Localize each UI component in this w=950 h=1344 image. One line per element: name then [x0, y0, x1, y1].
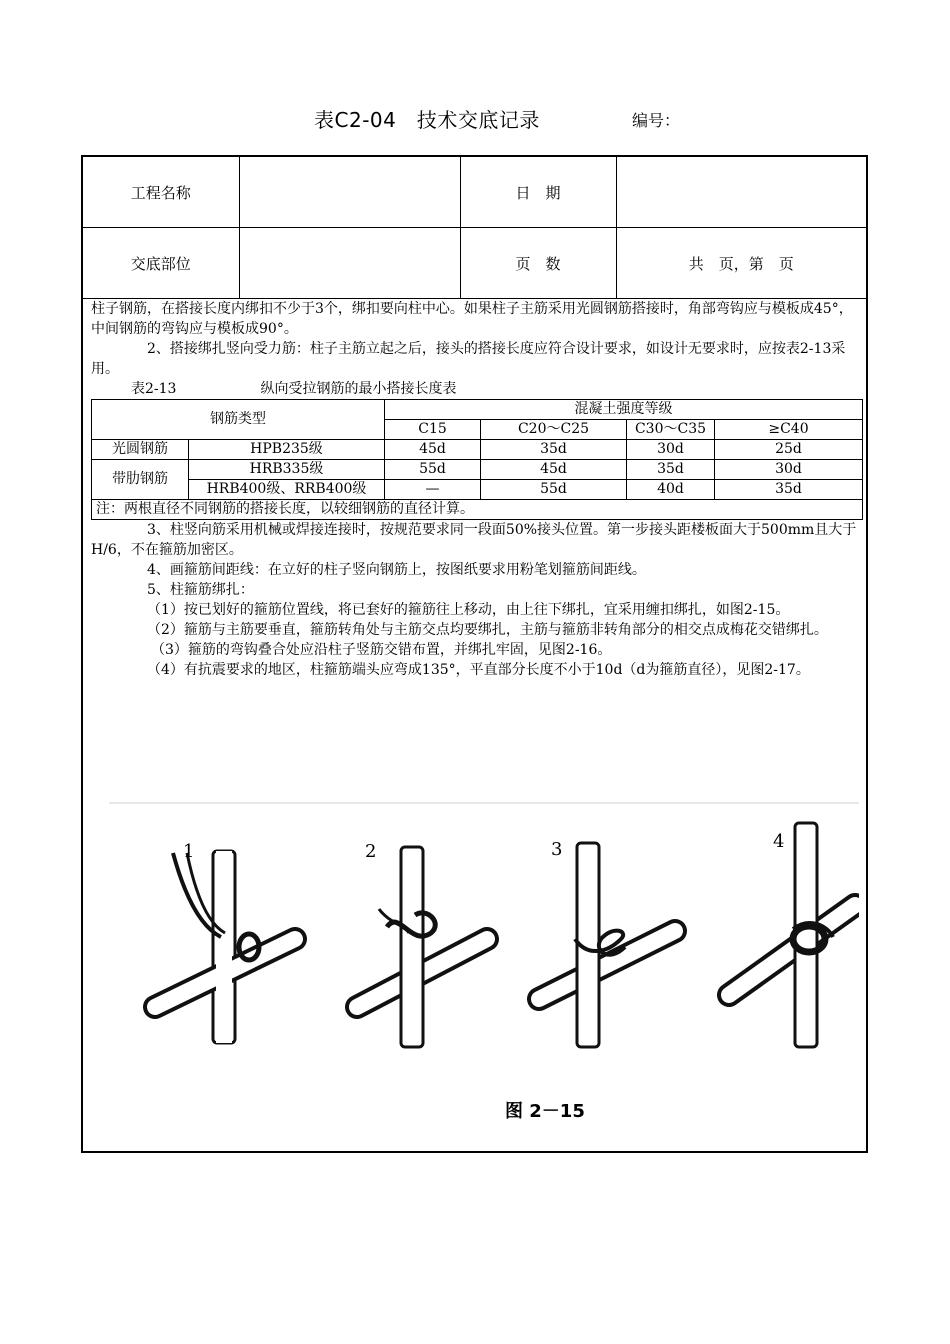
paragraph-4: 4、画箍筋间距线：在立好的柱子竖向钢筋上，按图纸要求用粉笔划箍筋间距线。 [147, 562, 646, 578]
paragraph-6: （1）按已划好的箍筋位置线，将已套好的箍筋往上移动，由上往下绑扎，宜采用缠扣绑扎，如图2-15。 [147, 602, 790, 618]
group-ribbed: 带肋钢筋 [92, 460, 189, 500]
step-2-label: 2 [365, 841, 377, 862]
row-type: HRB335级 [189, 460, 385, 480]
row-type: HRB400级、RRB400级 [189, 480, 385, 500]
cell-value: 30d [627, 440, 715, 460]
paragraph-5: 5、柱箍筋绑扎： [147, 582, 254, 598]
grade-c20-c25: C20～C25 [481, 420, 627, 440]
date-field[interactable] [616, 157, 866, 228]
cell-value: 45d [481, 460, 627, 480]
paragraph-2: 2、搭接绑扎竖向受力筋：柱子主筋立起之后，接头的搭接长度应符合设计要求，如设计无要求时，应按表2-13采用。 [91, 341, 846, 377]
figure-caption: 图 2－15 [505, 1101, 585, 1122]
cell-value: 35d [627, 460, 715, 480]
table-row [92, 440, 863, 460]
document-header [0, 104, 950, 134]
document-number-label: 编号： [632, 111, 681, 130]
table-caption [91, 379, 863, 399]
cell-value: 25d [715, 440, 863, 460]
group-round: 光圆钢筋 [92, 440, 189, 460]
table-title: 纵向受拉钢筋的最小搭接长度表 [260, 381, 457, 397]
step-2-drawing [357, 847, 487, 1047]
grade-header: 混凝土强度等级 [385, 400, 863, 420]
grade-c40: ≥C40 [715, 420, 863, 440]
cell-value: — [385, 480, 481, 500]
project-name-field[interactable] [239, 157, 460, 228]
step-3-drawing [539, 843, 675, 1047]
lap-length-table [91, 399, 863, 520]
document-title: 表C2-04 技术交底记录 [314, 108, 540, 132]
step-4-drawing [729, 823, 855, 1047]
step-1-label: 1 [183, 841, 195, 862]
pages-label: 页 数 [460, 228, 616, 299]
row-type: HPB235级 [189, 440, 385, 460]
cell-value: 30d [715, 460, 863, 480]
disclosure-content [91, 299, 863, 680]
figure-2-15 [109, 797, 859, 1137]
cell-value: 55d [481, 480, 627, 500]
paragraph-8: （3）箍筋的弯钩叠合处应沿柱子竖筋交错布置，并绑扎牢固，见图2-16。 [151, 642, 612, 658]
paragraph-1: 柱子钢筋，在搭接长度内绑扣不少于3个，绑扣要向柱中心。如果柱子主筋采用光圆钢筋搭接时，角部弯钩应与模板成45°，中间钢筋的弯钩应与模板成90°。 [91, 301, 853, 337]
rebar-tying-illustration [109, 797, 859, 1097]
info-table [83, 157, 866, 299]
step-1-drawing [155, 851, 295, 1043]
part-field[interactable] [239, 228, 460, 299]
pages-field[interactable]: 共 页，第 页 [616, 228, 866, 299]
step-3-label: 3 [551, 839, 563, 860]
cell-value: 35d [481, 440, 627, 460]
cell-value: 55d [385, 460, 481, 480]
paragraph-3: 3、柱竖向筋采用机械或焊接连接时，按规范要求同一段面50%接头位置。第一步接头距楼板面大于500mm且大于H/6，不在箍筋加密区。 [91, 522, 857, 558]
grade-c15: C15 [385, 420, 481, 440]
part-label: 交底部位 [83, 228, 239, 299]
type-header: 钢筋类型 [92, 400, 385, 440]
cell-value: 35d [715, 480, 863, 500]
table-number: 表2-13 [131, 381, 177, 397]
cell-value: 40d [627, 480, 715, 500]
step-4-label: 4 [773, 831, 785, 852]
table-row [92, 480, 863, 500]
record-frame [81, 155, 868, 1153]
table-row [92, 460, 863, 480]
cell-value: 45d [385, 440, 481, 460]
paragraph-7: （2）箍筋与主筋要垂直，箍筋转角处与主筋交点均要绑扎，主筋与箍筋非转角部分的相交点成梅花交错绑扎。 [147, 622, 828, 638]
project-name-label: 工程名称 [83, 157, 239, 228]
paragraph-9: （4）有抗震要求的地区，柱箍筋端头应弯成135°，平直部分长度不小于10d（d为箍筋直径），见图2-17。 [147, 662, 810, 678]
grade-c30-c35: C30～C35 [627, 420, 715, 440]
date-label: 日 期 [460, 157, 616, 228]
table-note: 注：两根直径不同钢筋的搭接长度，以较细钢筋的直径计算。 [92, 500, 863, 520]
